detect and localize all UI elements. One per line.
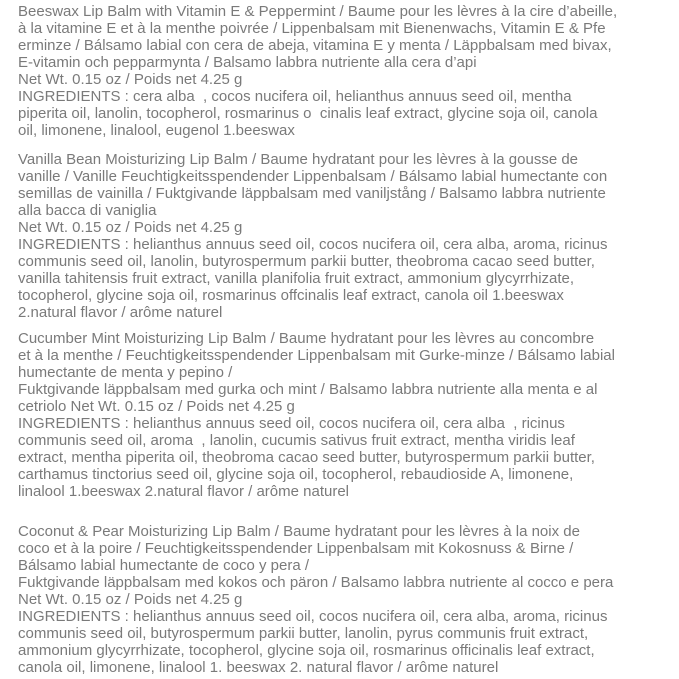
ingredients-text: INGREDIENTS : cera alba , cocos nucifera oil, helianthus annuus seed oil, mentha [18,88,572,105]
ingredients-text: oil, limonene, linalool, eugenol 1.beeswax [18,122,295,139]
ingredients-text: piperita oil, lanolin, tocopherol, rosmarinus o cinalis leaf extract, glycine soja oil, canola [18,105,598,122]
product-description-coconut-pear [18,523,669,676]
ingredients-text: communis seed oil, aroma , lanolin, cucumis sativus fruit extract, mentha viridis leaf [18,432,575,449]
text-line: E-vitamin och pepparmynta / Balsamo labbra nutriente alla cera d’api [18,54,477,71]
text-line: Vanilla Bean Moisturizing Lip Balm / Baume hydratant pour les lèvres à la gousse de [18,151,579,168]
ingredients-text: carthamus tinctorius seed oil, glycine soja oil, tocopherol, rebaudioside A, limonene, [18,466,574,483]
text-line: et à la menthe / Feuchtigkeitsspendender Lippenbalsam mit Gurke-minze / Bálsamo labial [18,347,615,364]
ingredients-text: tocopherol, glycine soja oil, rosmarinus offcinalis leaf extract, canola oil 1.beeswax [18,287,564,304]
product-description-cucumber-mint [18,330,669,500]
ingredients-text: INGREDIENTS : helianthus annuus seed oil, cocos nucifera oil, cera alba, aroma, ricinus [18,608,608,625]
net-weight-text: Net Wt. 0.15 oz / Poids net 4.25 g [18,71,243,88]
product-description-vanilla-bean [18,151,669,321]
ingredients-text: communis seed oil, lanolin, butyrospermum parkii butter, theobroma cacao seed butter, [18,253,595,270]
ingredients-text: INGREDIENTS : helianthus annuus seed oil, cocos nucifera oil, cera alba, aroma, ricinus [18,236,608,253]
ingredients-text: extract, mentha piperita oil, theobroma cacao seed butter, butyrospermum parkii butter, [18,449,595,466]
text-line: Coconut & Pear Moisturizing Lip Balm / Baume hydratant pour les lèvres à la noix de [18,523,580,540]
text-line: coco et à la poire / Feuchtigkeitsspendender Lippenbalsam mit Kokosnuss & Birne / [18,540,574,557]
text-line: humectante de menta y pepino / [18,364,233,381]
text-line: alla bacca di vaniglia [18,202,157,219]
ingredients-text: vanilla tahitensis fruit extract, vanilla planifolia fruit extract, ammonium glycyrrhizate, [18,270,575,287]
net-weight-text: Net Wt. 0.15 oz / Poids net 4.25 g [18,591,243,608]
text-line: vanille / Vanille Feuchtigkeitsspendender Lippenbalsam / Bálsamo labial humectante con [18,168,608,185]
net-weight-text: Net Wt. 0.15 oz / Poids net 4.25 g [18,219,243,236]
text-line: Beeswax Lip Balm with Vitamin E & Peppermint / Baume pour les lèvres à la cire d’abeille, [18,3,618,20]
ingredients-text: linalool 1.beeswax 2.natural flavor / arôme naturel [18,483,350,500]
text-line: Fuktgivande läppbalsam med kokos och päron / Balsamo labbra nutriente al cocco e pera [18,574,614,591]
ingredients-text: communis seed oil, butyrospermum parkii butter, lanolin, pyrus communis fruit extract, [18,625,589,642]
net-weight-text: cetriolo Net Wt. 0.15 oz / Poids net 4.25 g [18,398,295,415]
text-line: Cucumber Mint Moisturizing Lip Balm / Baume hydratant pour les lèvres au concombre [18,330,595,347]
text-line: Bálsamo labial humectante de coco y pera / [18,557,309,574]
ingredients-text: canola oil, limonene, linalool 1. beeswax 2. natural flavor / arôme naturel [18,659,499,676]
text-line: erminze / Bálsamo labial con cera de abeja, vitamina E y menta / Läppbalsam med bivax, [18,37,612,54]
text-line: Fuktgivande läppbalsam med gurka och mint / Balsamo labbra nutriente alla menta e al [18,381,598,398]
text-line: semillas de vainilla / Fuktgivande läppbalsam med vaniljstång / Balsamo labbra nutriente [18,185,606,202]
ingredients-text: INGREDIENTS : helianthus annuus seed oil, cocos nucifera oil, cera alba , ricinus [18,415,565,432]
product-description-beeswax-peppermint [18,3,669,139]
ingredients-text: ammonium glycyrrhizate, tocopherol, glycine soja oil, rosmarinus officinalis leaf extract, [18,642,595,659]
text-line: à la vitamine E et à la menthe poivrée / Lippenbalsam mit Bienenwachs, Vitamin E & Pfe [18,20,606,37]
ingredients-text: 2.natural flavor / arôme naturel [18,304,223,321]
